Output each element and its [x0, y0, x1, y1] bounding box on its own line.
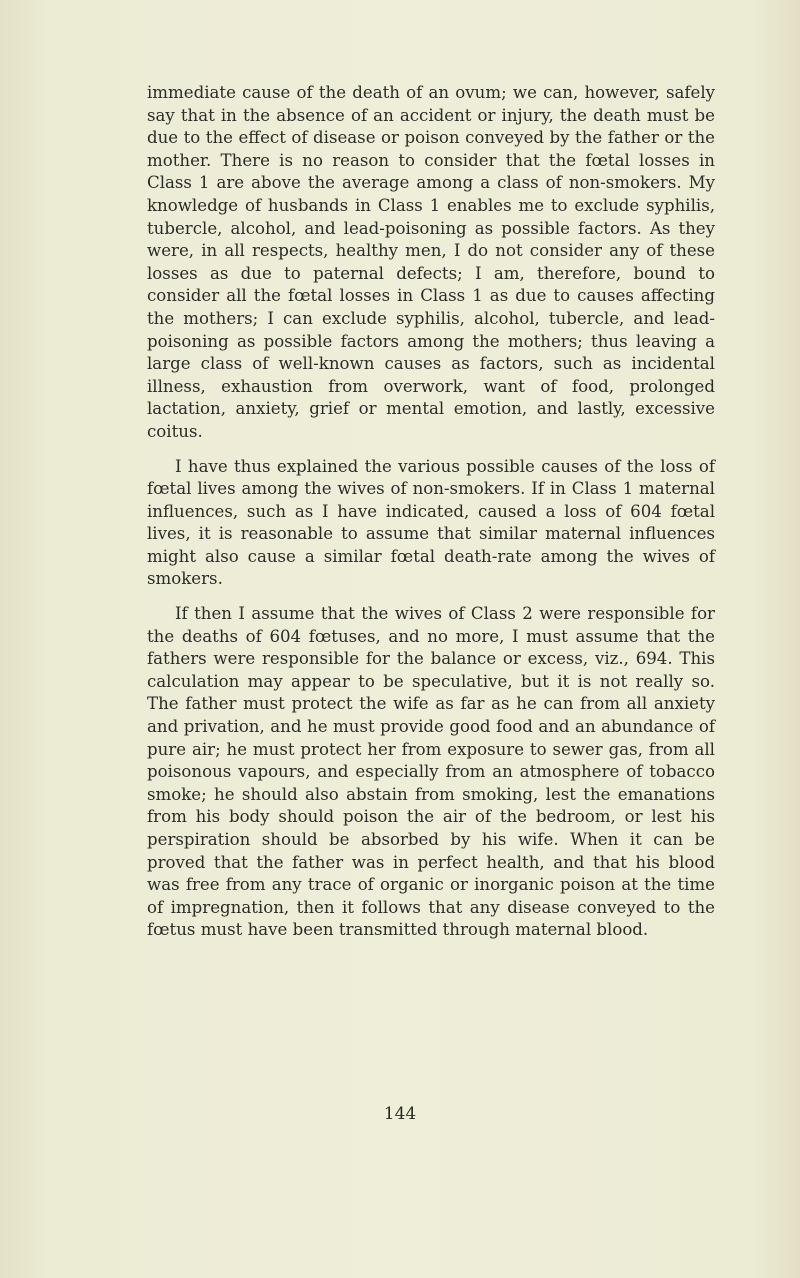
paragraph-2: I have thus explained the various possible causes of the loss of fœtal lives among the wives of non-smokers. If in Class 1 maternal influences, such as I have indicated, caused a loss of 604 fœtal lives, it is reasonable to assume that similar maternal influences might also cause a similar fœtal death-rate among the wives of smokers. — [147, 456, 715, 589]
paragraph-1: immediate cause of the death of an ovum; we can, however, safely say that in the absence of an accident or injury, the death must be due to the effect of disease or poison conveyed by the father or the mother. There is no reason to consider that the fœtal losses in Class 1 are above the average among a class of non-smokers. My knowledge of husbands in Class 1 enables me to exclude syphilis, tubercle, alcohol, and lead-poisoning as possible factors. As they were, in all respects, healthy men, I do not consider any of these losses as due to paternal defects; I am, therefore, bound to consider all the fœtal losses in Class 1 as due to causes affecting the mothers; I can exclude syphilis, alcohol, tubercle, and lead-poisoning as possible factors among the mothers; thus leaving a large class of well-known causes as factors, such as incidental illness, exhaustion from overwork, want of food, prolonged lactation, anxiety, grief or mental emotion, and lastly, excessive coitus. — [147, 83, 715, 441]
body-text — [147, 82, 715, 954]
paragraph-3: If then I assume that the wives of Class 2 were responsible for the deaths of 604 fœtuses, and no more, I must assume that the fathers were responsible for the balance or excess, viz., 694. This calculation may appear to be speculative, but it is not really so. The father must protect the wife as far as he can from all anxiety and privation, and he must provide good food and an abundance of pure air; he must protect her from exposure to sewer gas, from all poisonous vapours, and especially from an atmosphere of tobacco smoke; he should also abstain from smoking, lest the emanations from his body should poison the air of the bedroom, or lest his perspiration should be absorbed by his wife. When it can be proved that the father was in perfect health, and that his blood was free from any trace of organic or inorganic poison at the time of impregnation, then it follows that any disease conveyed to the fœtus must have been transmitted through maternal blood. — [147, 604, 715, 940]
page-number: 144 — [383, 1104, 417, 1124]
